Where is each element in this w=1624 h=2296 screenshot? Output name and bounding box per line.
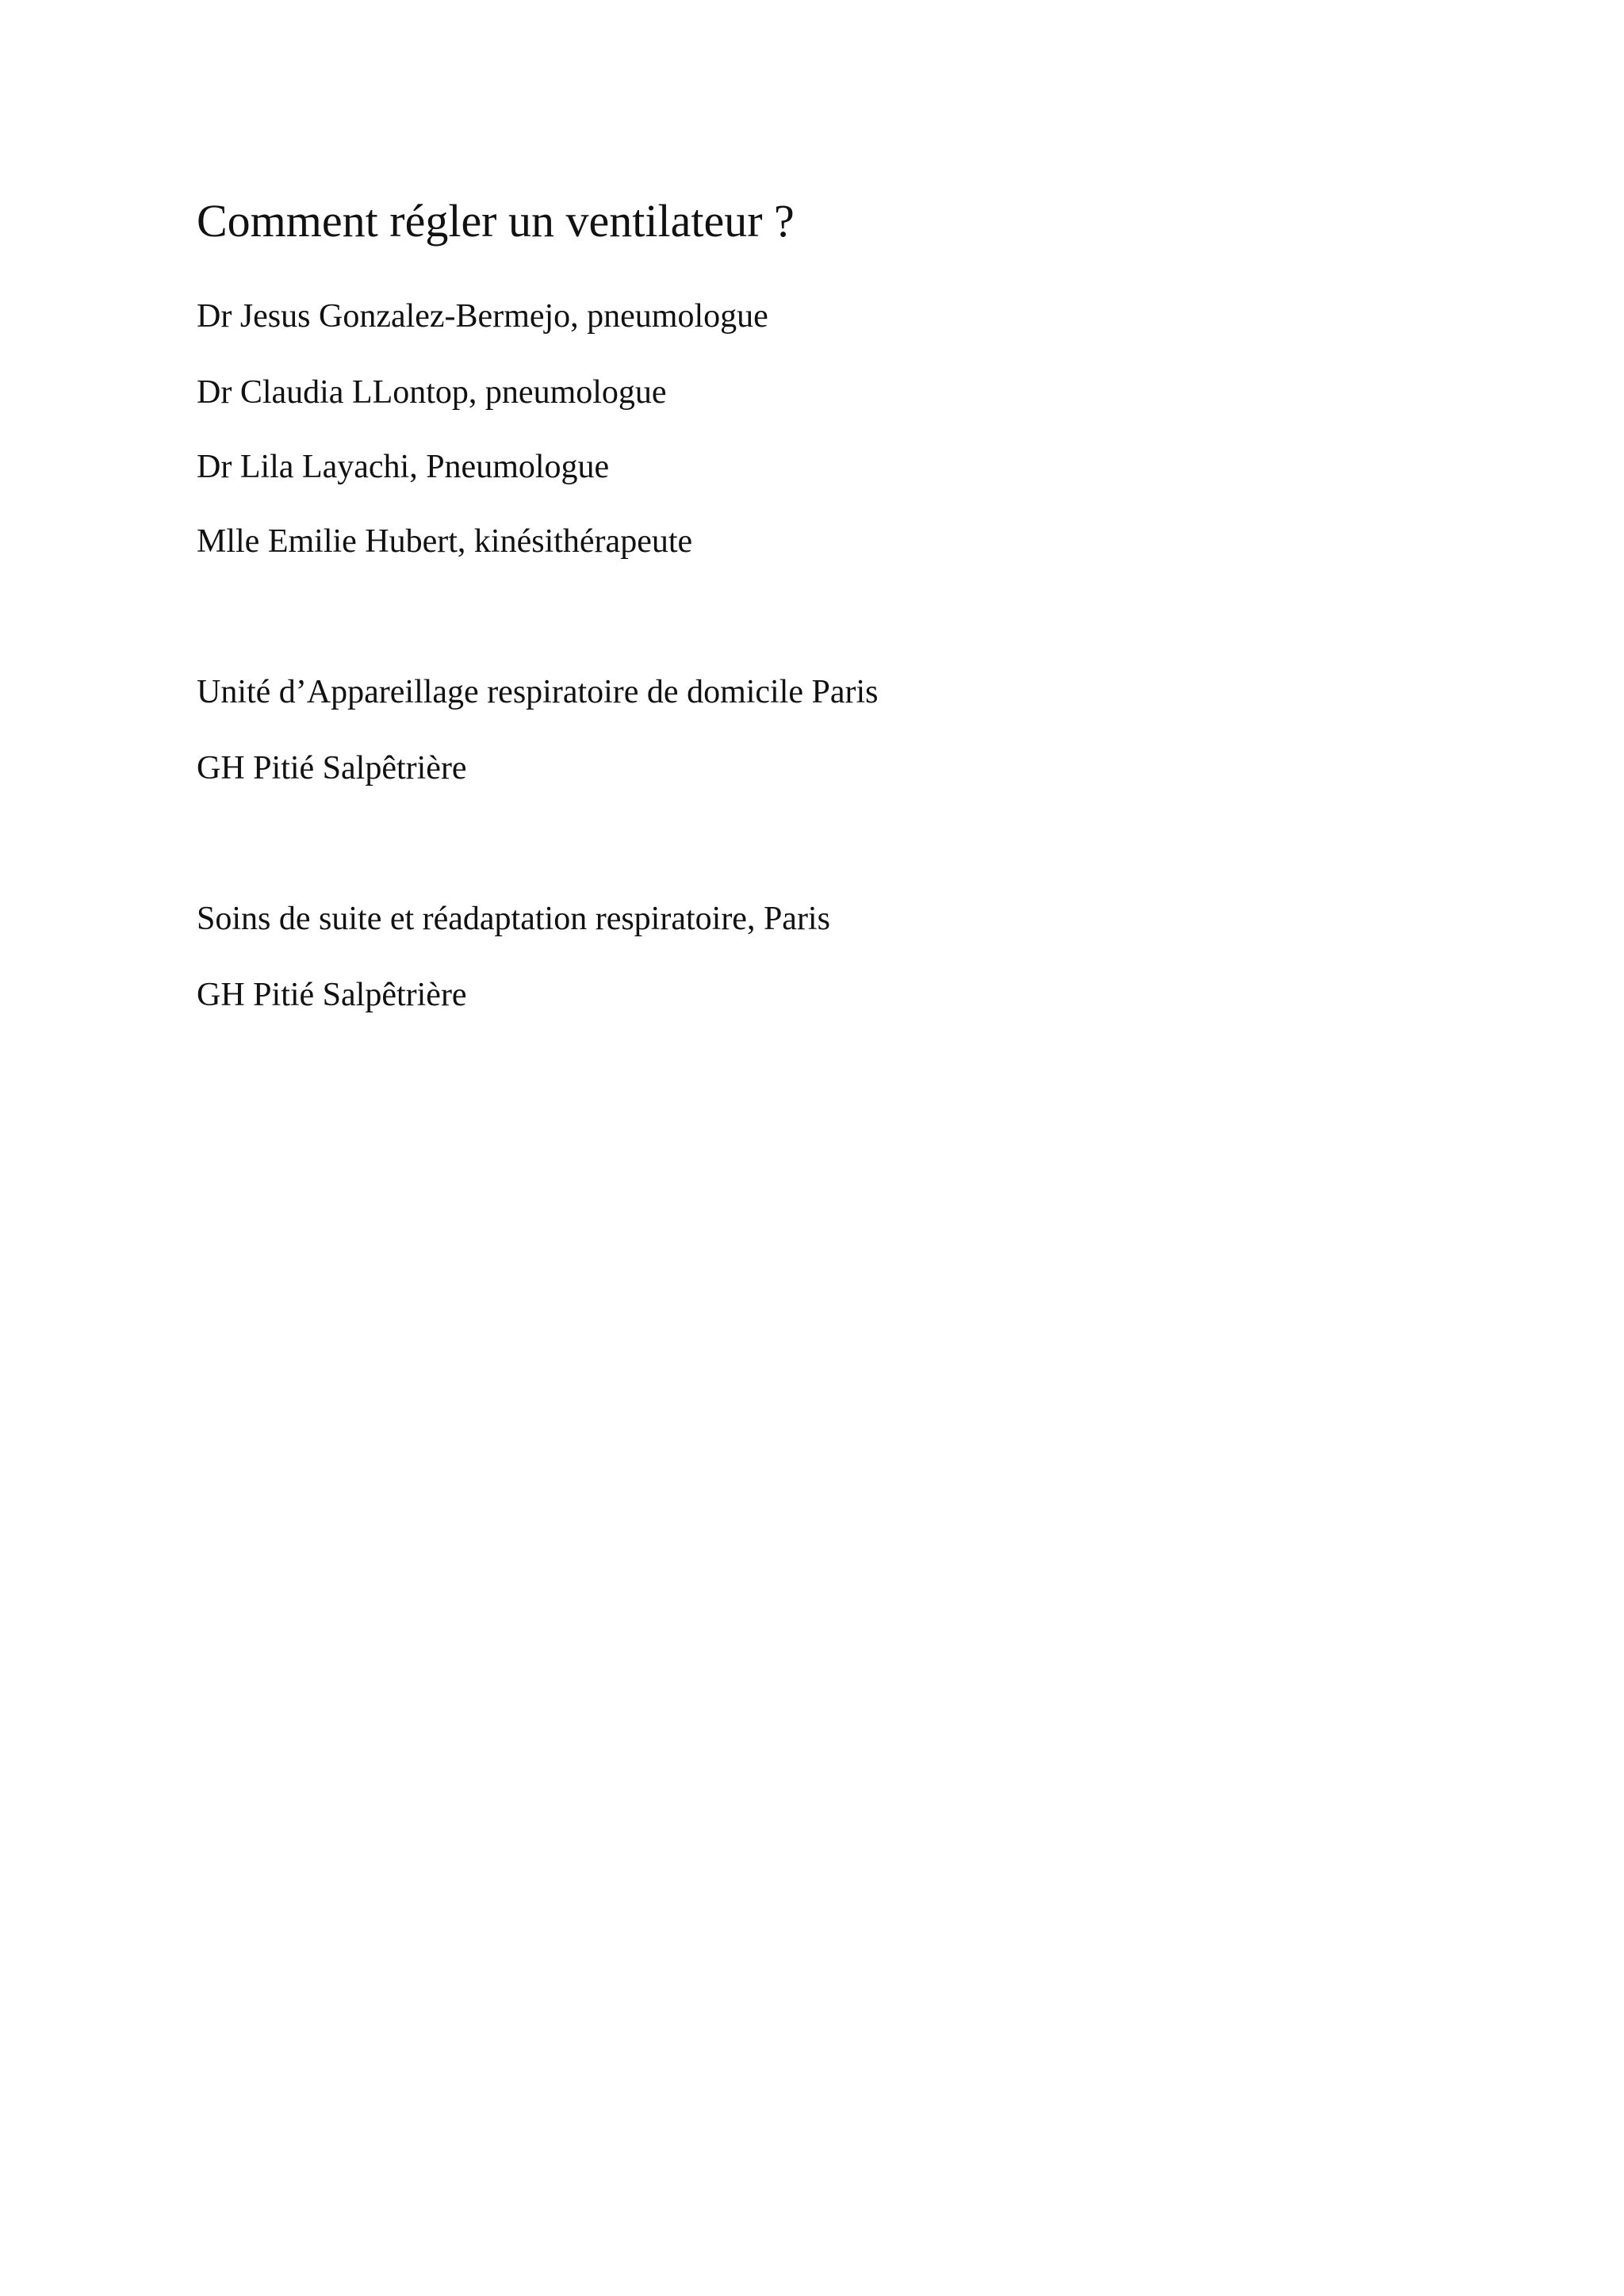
- author-line: Mlle Emilie Hubert, kinésithérapeute: [197, 523, 693, 560]
- affiliation-hospital: GH Pitié Salpêtrière: [197, 750, 467, 786]
- author-line: Dr Claudia LLontop, pneumologue: [197, 374, 667, 411]
- affiliation-unit: Unité d’Appareillage respiratoire de domicile Paris: [197, 674, 879, 710]
- affiliation-unit: Soins de suite et réadaptation respiratoire, Paris: [197, 901, 830, 937]
- document-title: Comment régler un ventilateur ?: [197, 195, 795, 247]
- affiliation-hospital: GH Pitié Salpêtrière: [197, 977, 467, 1013]
- author-line: Dr Jesus Gonzalez-Bermejo, pneumologue: [197, 298, 768, 335]
- author-line: Dr Lila Layachi, Pneumologue: [197, 449, 610, 485]
